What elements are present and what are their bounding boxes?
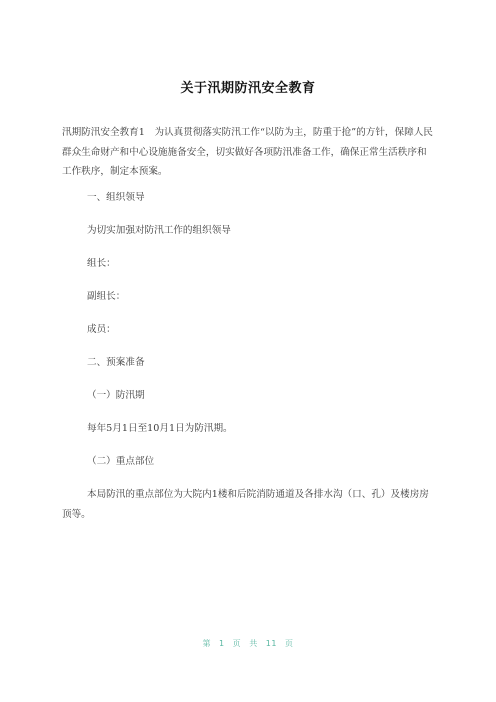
subsection-heading-flood-season: （一）防汛期 [87,390,145,401]
leader-label: 组长： [87,258,116,269]
document-title: 关于汛期防汛安全教育 [180,81,316,96]
members-label: 成员： [87,324,116,335]
key-areas-text: 本局防汛的重点部位为大院内1楼和后院消防通道及各排水沟（口、孔）及楼房房顶等。 [62,489,429,520]
section-heading-preparation: 二、预案准备 [87,357,145,368]
intro-paragraph: 汛期防汛安全教育1 为认真贯彻落实防汛工作“以防为主，防重于抢”的方针，保障人民群众生命财产和中心设施施备安全，切实做好各项防汛准备工作，确保正常生活秩序和工作秩序，制定本预案。 [62,127,433,177]
deputy-leader-label: 副组长： [87,291,126,302]
organization-text: 为切实加强对防汛工作的组织领导 [87,225,231,236]
flood-season-text: 每年5月1日至10月1日为防汛期。 [87,423,233,434]
section-heading-organization: 一、组织领导 [87,192,145,203]
subsection-heading-key-areas: （二）重点部位 [87,456,155,467]
page-number-footer: 第 1 页 共 11 页 [202,639,294,648]
